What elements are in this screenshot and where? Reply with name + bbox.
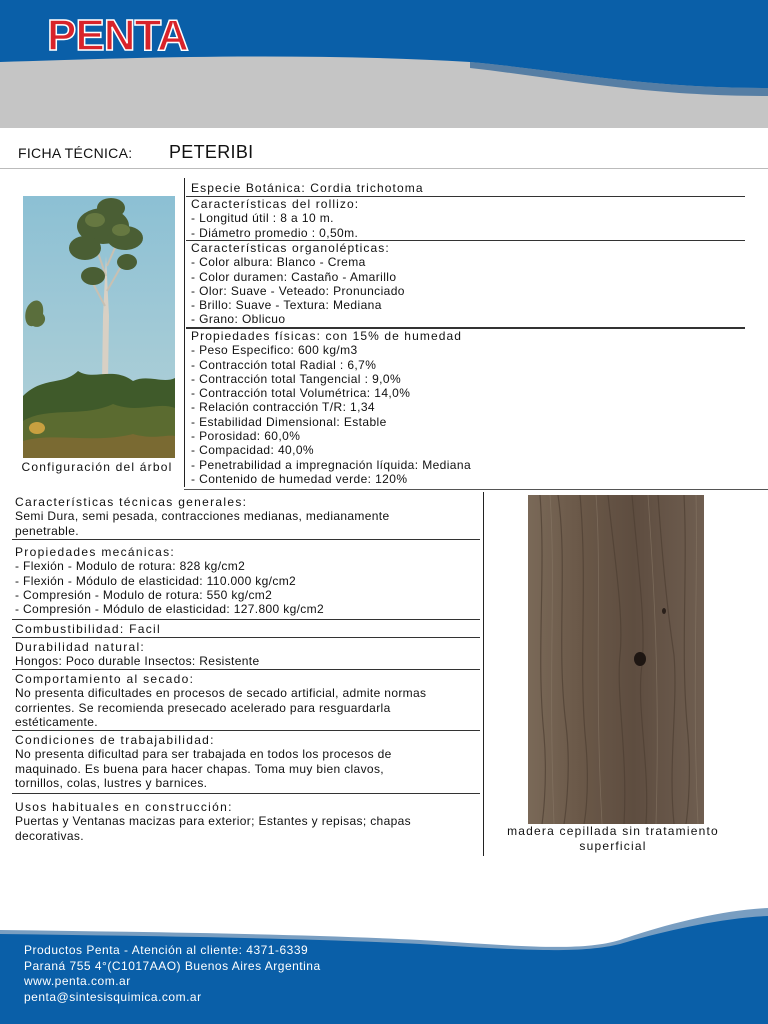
list-item: - Compacidad: 40,0%	[191, 443, 314, 458]
row-divider	[12, 619, 480, 620]
list-item: - Contracción total Volumétrica: 14,0%	[191, 386, 411, 401]
propiedades-mecanicas	[15, 545, 477, 616]
penta-logo	[45, 12, 195, 56]
footer-email-link[interactable]: penta@sintesisquimica.com.ar	[24, 989, 202, 1004]
row-divider	[12, 793, 480, 794]
wood-caption	[488, 824, 738, 854]
list-item: - Flexión - Módulo de elasticidad: 110.000 kg/cm2	[15, 573, 297, 588]
especie-heading: Especie Botánica: Cordia trichotoma	[191, 181, 424, 195]
list-item: - Peso Especifico: 600 kg/m3	[191, 343, 358, 358]
text-line: corrientes. Se recomienda presecado acelerado para resguardarla	[15, 700, 391, 715]
list-item: - Contracción total Tangencial : 9,0%	[191, 371, 402, 386]
text-line: tornillos, colas, lustres y barnices.	[15, 775, 208, 790]
row-divider	[12, 637, 480, 638]
especie-botanica	[191, 181, 745, 195]
combustibilidad	[15, 622, 477, 636]
list-item: - Compresión - Módulo de elasticidad: 127.800 kg/cm2	[15, 602, 325, 617]
text-line: No presenta dificultad para ser trabajada en todos los procesos de	[15, 747, 392, 762]
condiciones-trabajabilidad	[15, 733, 477, 790]
caracteristicas-organolepticas	[191, 241, 745, 327]
footer-website-link[interactable]: www.penta.com.ar	[24, 974, 131, 988]
row-divider	[12, 730, 480, 731]
list-item: - Contenido de humedad verde: 120%	[191, 471, 408, 486]
text-line: No presenta dificultades en procesos de secado artificial, admite normas	[15, 686, 427, 701]
footer-line: Productos Penta - Atención al cliente: 4371-6339	[24, 943, 309, 957]
column-divider	[184, 178, 185, 487]
text-line: Semi Dura, semi pesada, contracciones medianas, medianamente	[15, 509, 390, 524]
ficha-tecnica-label: FICHA TÉCNICA:	[18, 145, 133, 161]
combustibilidad-text: Combustibilidad: Facil	[15, 622, 161, 636]
text-line: Hongos: Poco durable Insectos: Resistente	[15, 654, 260, 669]
text-line: maquinado. Es buena para hacer chapas. Toma muy bien clavos,	[15, 761, 384, 776]
column-divider	[483, 492, 484, 856]
trabajabilidad-heading: Condiciones de trabajabilidad:	[15, 733, 215, 747]
fisicas-heading: Propiedades físicas: con 15% de humedad	[191, 329, 463, 343]
rollizo-heading: Características del rollizo:	[191, 197, 360, 211]
list-item: - Porosidad: 60,0%	[191, 429, 301, 444]
tecnicas-heading: Características técnicas generales:	[15, 495, 248, 509]
wood-caption-line: madera cepillada sin tratamiento	[507, 824, 719, 838]
durabilidad-heading: Durabilidad natural:	[15, 640, 146, 654]
svg-text:PENTA: PENTA	[47, 12, 188, 56]
wood-caption-line: superficial	[579, 839, 647, 853]
propiedades-fisicas	[191, 329, 745, 486]
list-item: - Penetrabilidad a impregnación líquida: Mediana	[191, 457, 472, 472]
text-line: penetrable.	[15, 523, 79, 538]
wood-sample-photo	[528, 495, 704, 824]
list-item: - Diámetro promedio : 0,50m.	[191, 225, 359, 240]
list-item: - Relación contracción T/R: 1,34	[191, 400, 375, 415]
tree-photo	[23, 196, 175, 458]
list-item: - Brillo: Suave - Textura: Mediana	[191, 298, 382, 313]
durabilidad-natural	[15, 640, 477, 669]
list-item: - Estabilidad Dimensional: Estable	[191, 414, 387, 429]
list-item: - Olor: Suave - Veteado: Pronunciado	[191, 283, 405, 298]
row-divider	[12, 669, 480, 670]
footer-line: Paraná 755 4°(C1017AAO) Buenos Aires Argentina	[24, 958, 321, 973]
footer-contact	[24, 943, 321, 1005]
list-item: - Longitud útil : 8 a 10 m.	[191, 211, 334, 226]
text-line: Puertas y Ventanas macizas para exterior; Estantes y repisas; chapas	[15, 814, 411, 829]
list-item: - Grano: Oblicuo	[191, 312, 286, 327]
usos-construccion	[15, 800, 477, 843]
organolepticas-heading: Características organolépticas:	[191, 241, 390, 255]
usos-heading: Usos habituales en construcción:	[15, 800, 233, 814]
section-divider	[184, 489, 768, 490]
tree-caption: Configuración del árbol	[21, 460, 173, 474]
list-item: - Color albura: Blanco - Crema	[191, 255, 366, 270]
comportamiento-secado	[15, 672, 477, 729]
text-line: decorativas.	[15, 828, 84, 843]
caracteristicas-tecnicas	[15, 495, 477, 538]
row-divider	[12, 539, 480, 540]
list-item: - Flexión - Modulo de rotura: 828 kg/cm2	[15, 559, 246, 574]
list-item: - Contracción total Radial : 6,7%	[191, 357, 377, 372]
secado-heading: Comportamiento al secado:	[15, 672, 195, 686]
list-item: - Compresión - Modulo de rotura: 550 kg/cm2	[15, 587, 273, 602]
text-line: estéticamente.	[15, 714, 98, 729]
species-name: PETERIBI	[169, 142, 254, 162]
section-divider	[0, 168, 768, 169]
caracteristicas-rollizo	[191, 197, 745, 240]
mecanicas-heading: Propiedades mecánicas:	[15, 545, 176, 559]
list-item: - Color duramen: Castaño - Amarillo	[191, 269, 397, 284]
